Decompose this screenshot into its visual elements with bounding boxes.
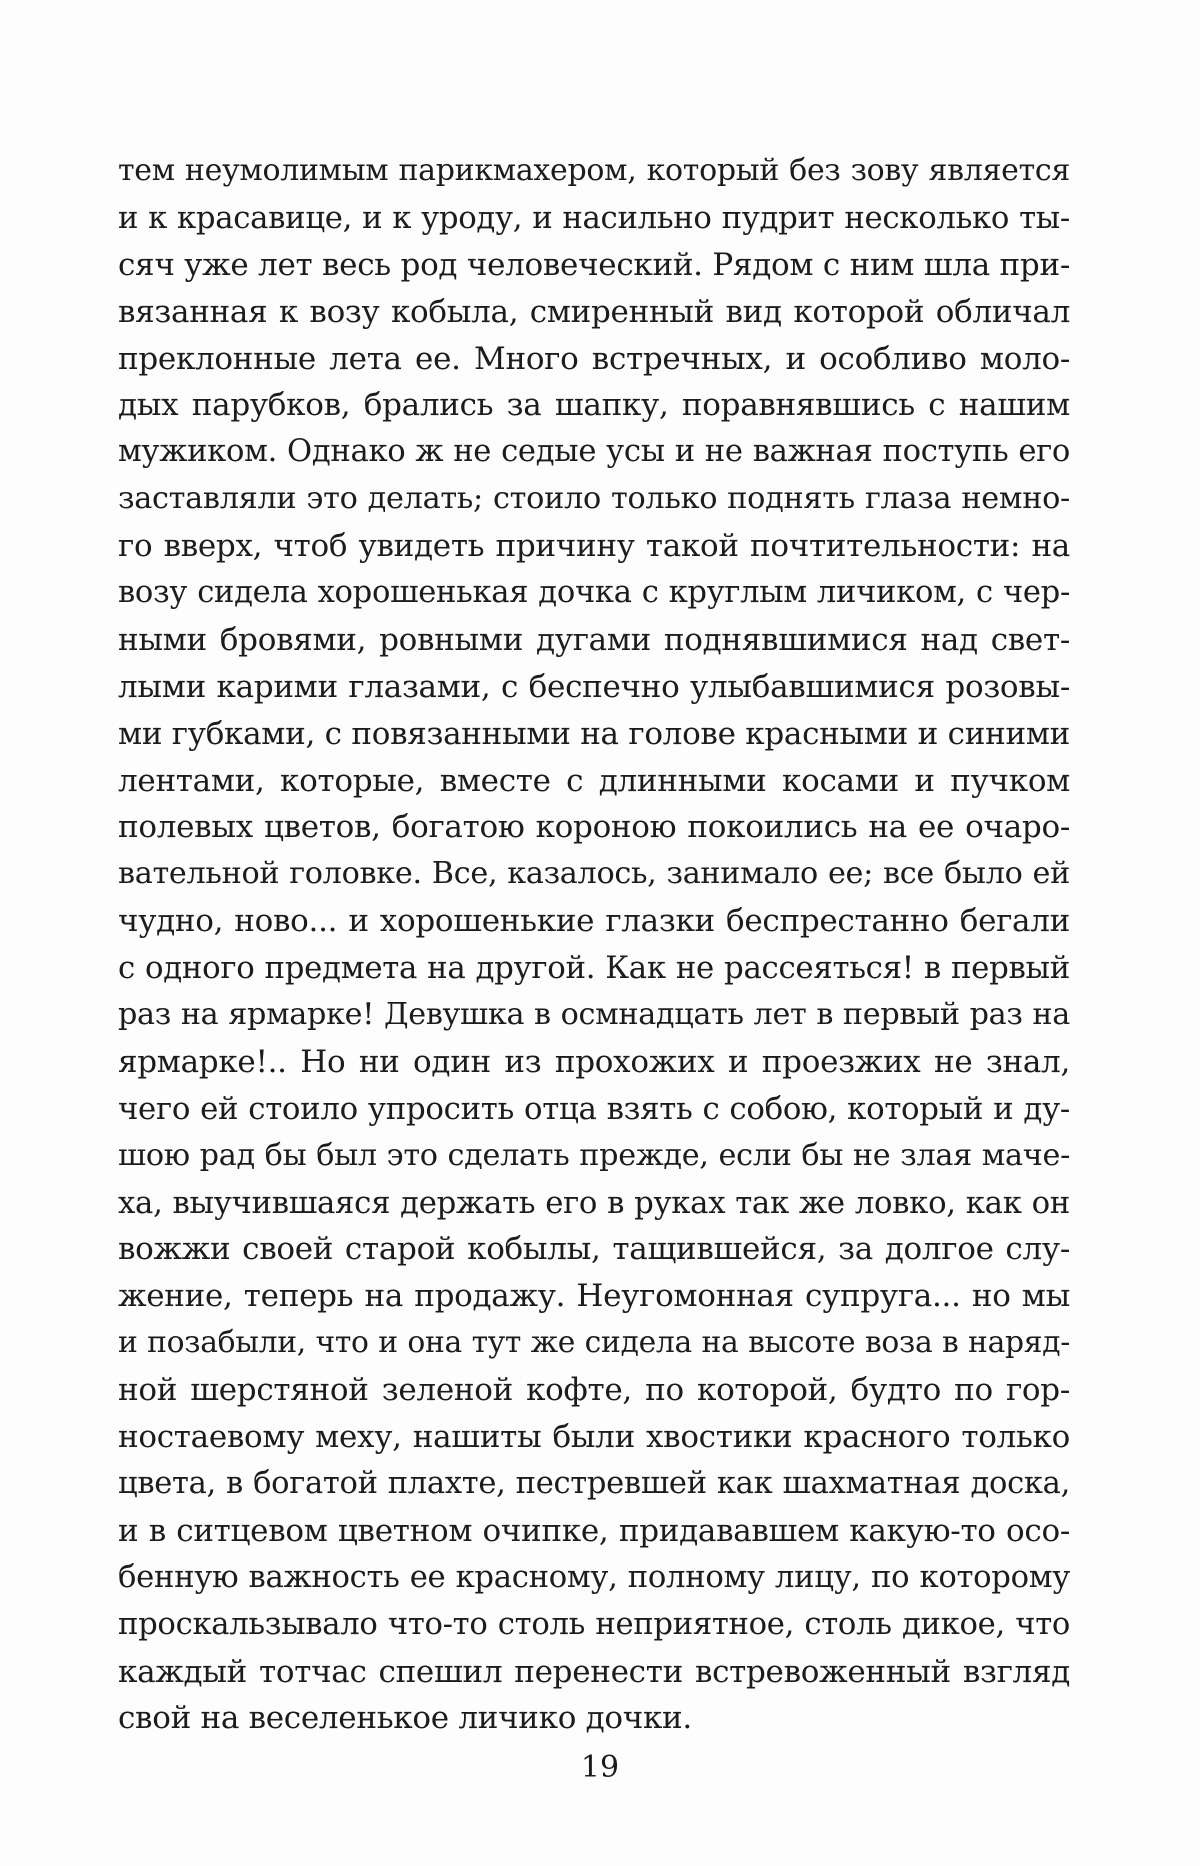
text-line: шою рад бы был это сделать прежде, если бы не злая маче- [118, 1137, 1070, 1173]
text-line: мужиком. Однако ж не седые усы и не важная поступь его [118, 434, 1070, 470]
text-line: ными бровями, ровными дугами поднявшимися над свет- [118, 621, 1070, 658]
text-line: лыми карими глазами, с беспечно улыбавшимися розовы- [118, 668, 1070, 705]
text-line: цвета, в богатой плахте, пестревшей как шахматная доска, [118, 1465, 1070, 1501]
text-line: дых парубков, брались за шапку, поравнявшись с нашим [118, 387, 1070, 424]
text-line: ярмарке!.. Но ни один из прохожих и проезжих не знал, [118, 1043, 1070, 1080]
text-line: заставляли это делать; стоило только поднять глаза немно- [118, 481, 1070, 517]
text-line: чего ей стоило упросить отца взять с собою, который и ду- [118, 1090, 1070, 1127]
text-line: проскальзывало что-то столь неприятное, столь дикое, что [118, 1606, 1070, 1642]
text-line: и в ситцевом цветном очипке, придававшем какую-то осо- [118, 1512, 1070, 1549]
text-line: ной шерстяной зеленой кофте, по которой, будто по гор- [118, 1372, 1070, 1409]
text-line: с одного предмета на другой. Как не рассеяться! в первый [118, 950, 1070, 987]
text-line: раз на ярмарке! Девушка в осмнадцать лет в первый раз на [118, 997, 1070, 1033]
text-line: каждый тотчас спешил перенести встревоженный взгляд [118, 1653, 1070, 1690]
text-line: лентами, которые, вместе с длинными косами и пучком [118, 762, 1070, 799]
text-line: ха, выучившаяся держать его в руках так же ловко, как он [118, 1184, 1070, 1221]
text-line: вожжи своей старой кобылы, тащившейся, за долгое слу- [118, 1231, 1070, 1268]
text-line-last: свой на веселенькое личико дочки. [118, 1700, 692, 1737]
text-line: бенную важность ее красному, полному лицу, по которому [118, 1559, 1070, 1595]
text-line: чудно, ново... и хорошенькие глазки беспрестанно бегали [118, 903, 1070, 940]
text-line: ми губками, с повязанными на голове красными и синими [118, 715, 1070, 752]
text-line: го вверх, чтоб увидеть причину такой почтительности: на [118, 528, 1070, 565]
body-text [118, 148, 1070, 1742]
text-line: жение, теперь на продажу. Неугомонная супруга... но мы [118, 1278, 1070, 1315]
text-line: вательной головке. Все, казалось, занимало ее; все было ей [118, 856, 1070, 892]
text-line: полевых цветов, богатою короною покоились на ее очаро- [118, 809, 1070, 846]
text-line: вязанная к возу кобыла, смиренный вид которой обличал [118, 293, 1070, 330]
text-line: тем неумолимым парикмахером, который без зову является [118, 153, 1070, 188]
text-line: возу сидела хорошенькая дочка с круглым личиком, с чер- [118, 575, 1070, 611]
text-line: сяч уже лет весь род человеческий. Рядом с ним шла при- [118, 246, 1070, 283]
text-line: преклонные лета ее. Много встречных, и особливо моло- [118, 340, 1070, 377]
text-line: и позабыли, что и она тут же сидела на высоте воза в наряд- [118, 1325, 1070, 1361]
text-line: ностаевому меху, нашиты были хвостики красного только [118, 1419, 1070, 1456]
page-number: 19 [580, 1750, 620, 1785]
text-line: и к красавице, и к уроду, и насильно пудрит несколько ты- [118, 199, 1070, 236]
